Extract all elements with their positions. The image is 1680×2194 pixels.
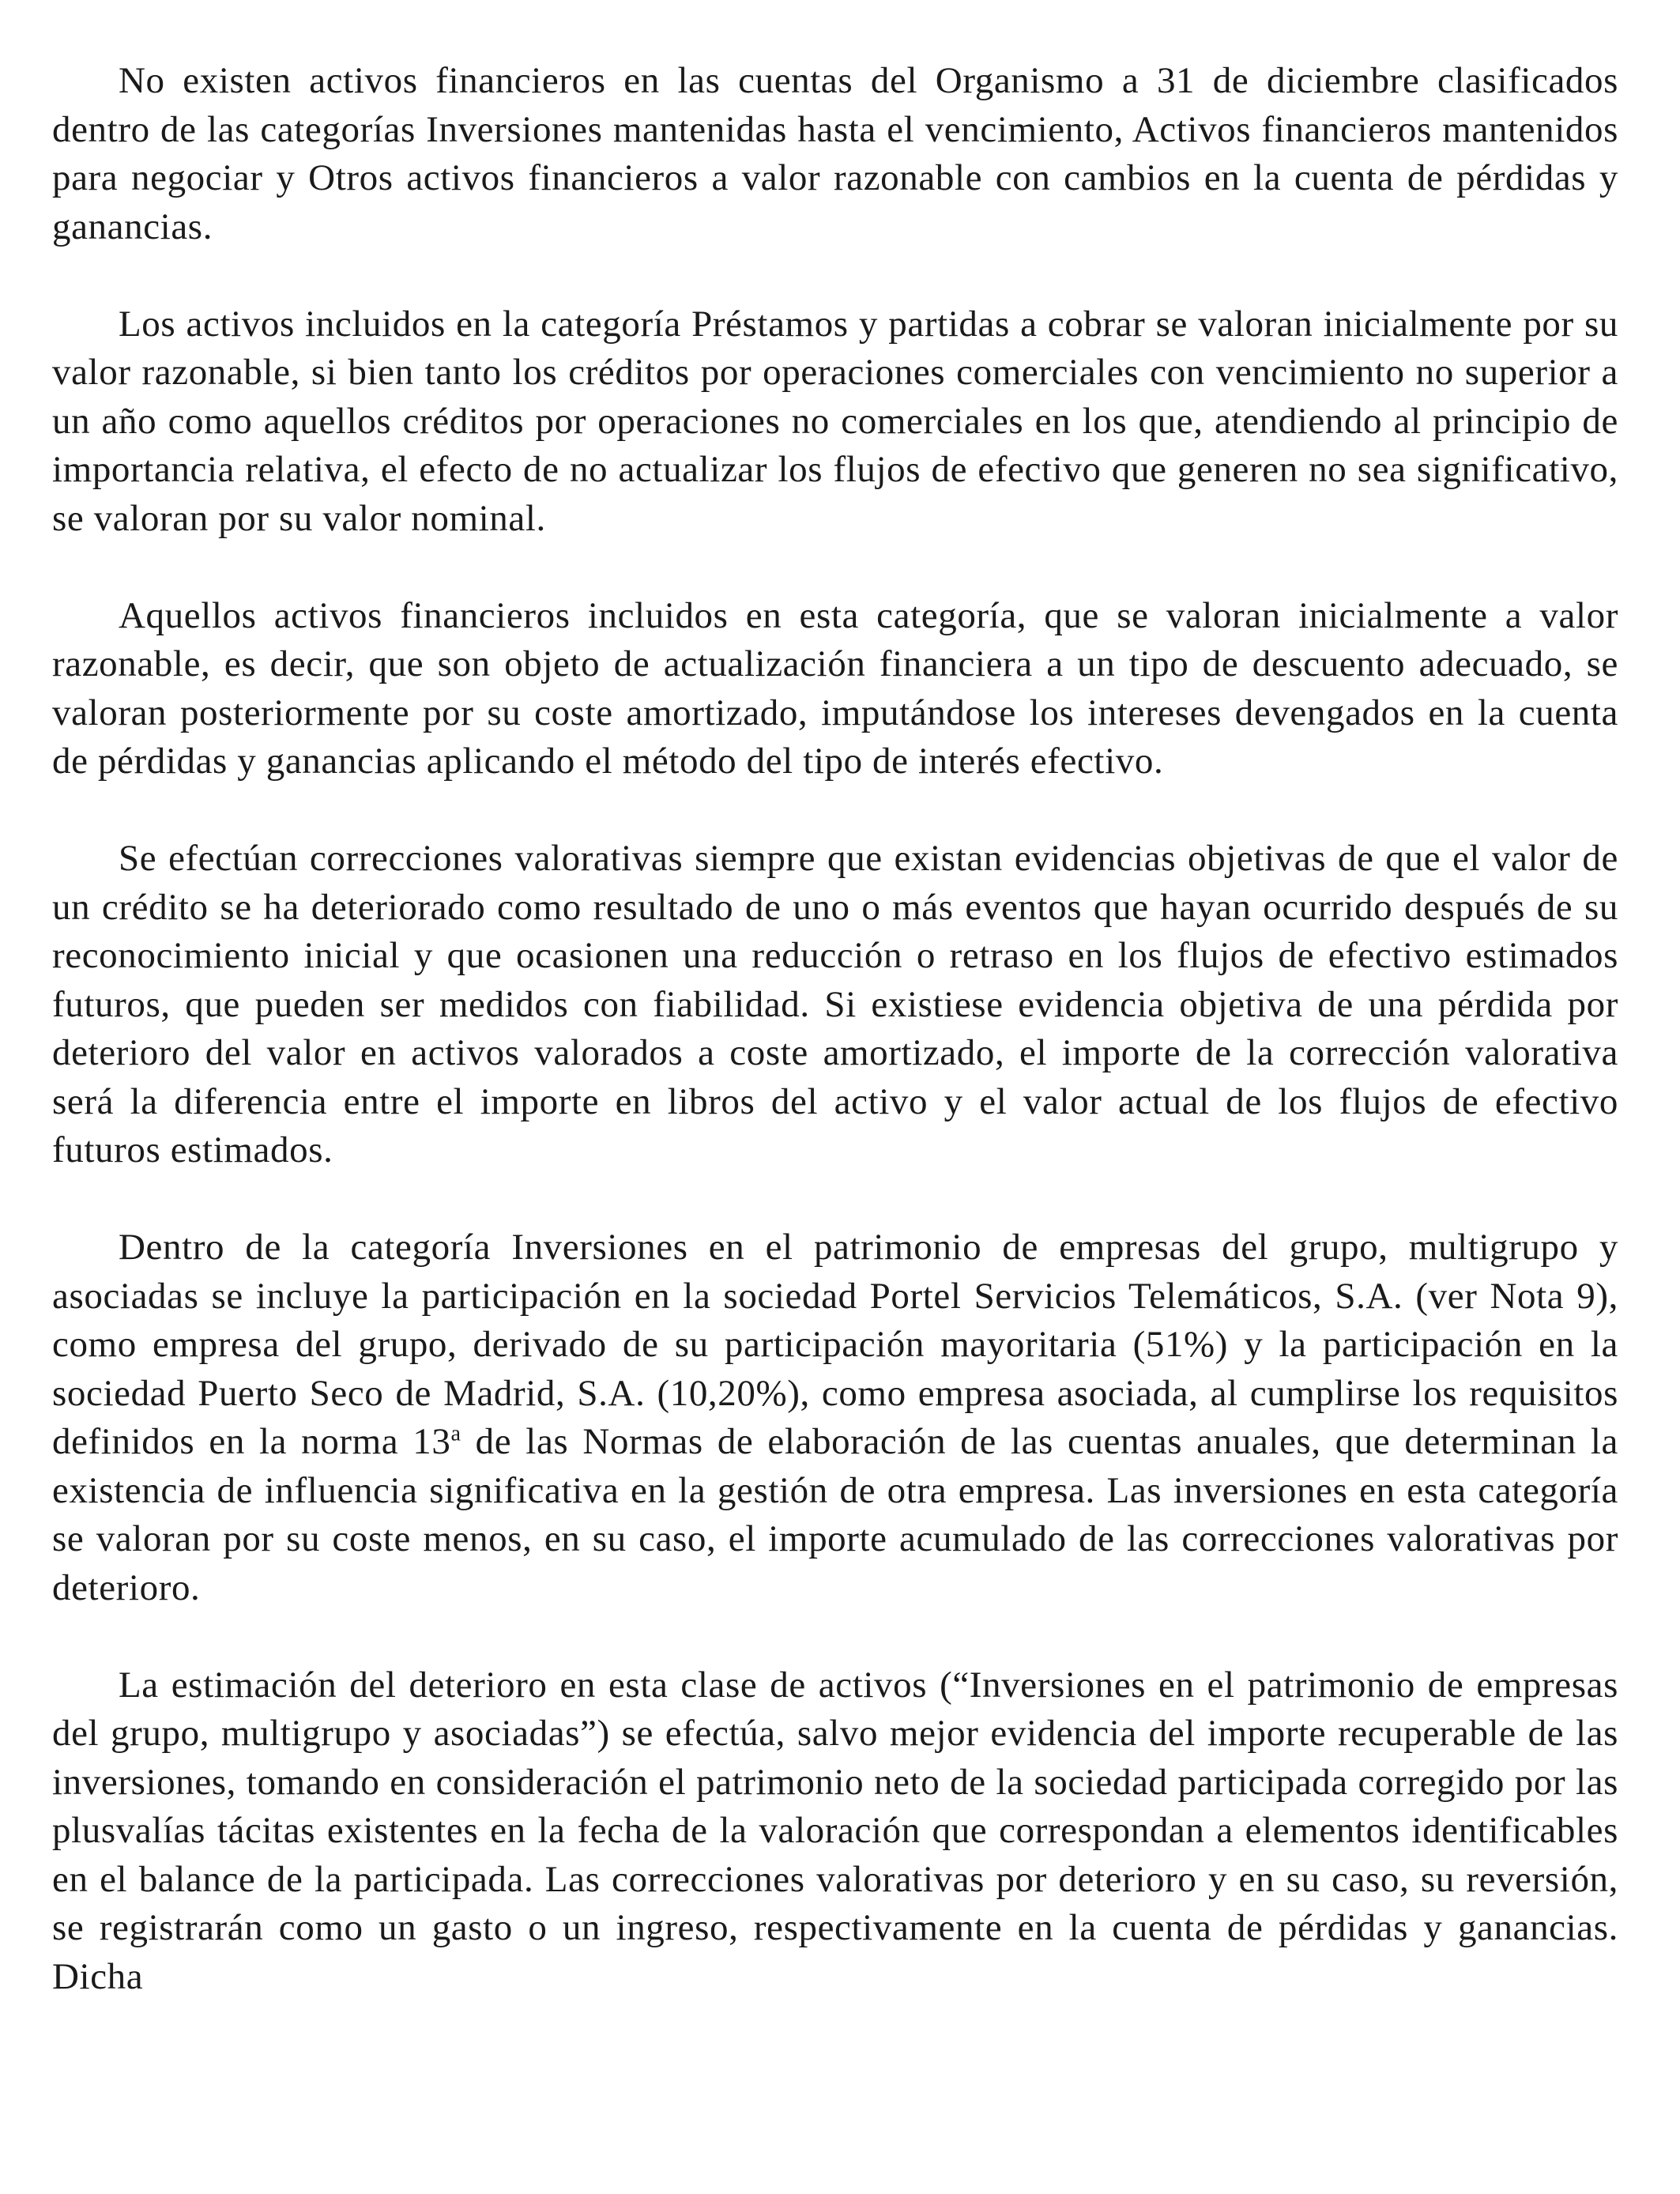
paragraph-inversiones-grupo xyxy=(52,1223,1618,1612)
ordinal-superscript: a xyxy=(450,1421,461,1446)
paragraph-correcciones-valorativas: Se efectúan correcciones valorativas siempre que existan evidencias objetivas de que el valor de un crédito se ha deteriorado como resultado de uno o más eventos que hayan ocurrido después de su reconocimiento inicial y que ocasionen una reducción o retraso en los flujos de efectivo estimados futuros, que pueden ser medidos con fiabilidad. Si existiese evidencia objetiva de una pérdida por deterioro del valor en activos valorados a coste amortizado, el importe de la corrección valorativa será la diferencia entre el importe en libros del activo y el valor actual de los flujos de efectivo futuros estimados. xyxy=(52,838,1618,1171)
paragraph-prestamos-partidas: Los activos incluidos en la categoría Préstamos y partidas a cobrar se valoran inicialmente por su valor razonable, si bien tanto los créditos por operaciones comerciales con vencimiento no superior a un año como aquellos créditos por operaciones no comerciales en los que, atendiendo al principio de importancia relativa, el efecto de no actualizar los flujos de efectivo que generen no sea significativo, se valoran por su valor nominal. xyxy=(52,303,1618,539)
paragraph-activos-no-existentes: No existen activos financieros en las cuentas del Organismo a 31 de diciembre clasificados dentro de las categorías Inversiones mantenidas hasta el vencimiento, Activos financieros mantenidos para negociar y Otros activos financieros a valor razonable con cambios en la cuenta de pérdidas y ganancias. xyxy=(52,60,1618,247)
paragraph-estimacion-deterioro: La estimación del deterioro en esta clase de activos (“Inversiones en el patrimonio de empresas del grupo, multigrupo y asociadas”) se efectúa, salvo mejor evidencia del importe recuperable de las inversiones, tomando en consideración el patrimonio neto de la sociedad participada corregido por las plusvalías tácitas existentes en la fecha de la valoración que correspondan a elementos identificables en el balance de la participada. Las correcciones valorativas por deterioro y en su caso, su reversión, se registrarán como un gasto o un ingreso, respectivamente en la cuenta de pérdidas y ganancias. Dicha xyxy=(52,1664,1618,1997)
paragraph-inversiones-grupo-part2: de las Normas de elaboración de las cuentas anuales, que determinan la existencia de influencia significativa en la gestión de otra empresa. Las inversiones en esta categoría se valoran por su coste menos, en su caso, el importe acumulado de las correcciones valorativas por deterioro. xyxy=(52,1421,1619,1608)
document-page xyxy=(52,57,1618,2001)
paragraph-coste-amortizado: Aquellos activos financieros incluidos en esta categoría, que se valoran inicialmente a valor razonable, es decir, que son objeto de actualización financiera a un tipo de descuento adecuado, se valoran posteriormente por su coste amortizado, imputándose los intereses devengados en la cuenta de pérdidas y ganancias aplicando el método del tipo de interés efectivo. xyxy=(52,594,1618,782)
paragraph-inversiones-grupo-part1: Dentro de la categoría Inversiones en el patrimonio de empresas del grupo, multigrupo y asociadas se incluye la participación en la sociedad Portel Servicios Telemáticos, S.A. (ver Nota 9), como empresa del grupo, derivado de su participación mayoritaria (51%) y la participación en la sociedad Puerto Seco de Madrid, S.A. (10,20%), como empresa asociada, al cumplirse los requisitos definidos en la norma 13 xyxy=(52,1227,1618,1462)
